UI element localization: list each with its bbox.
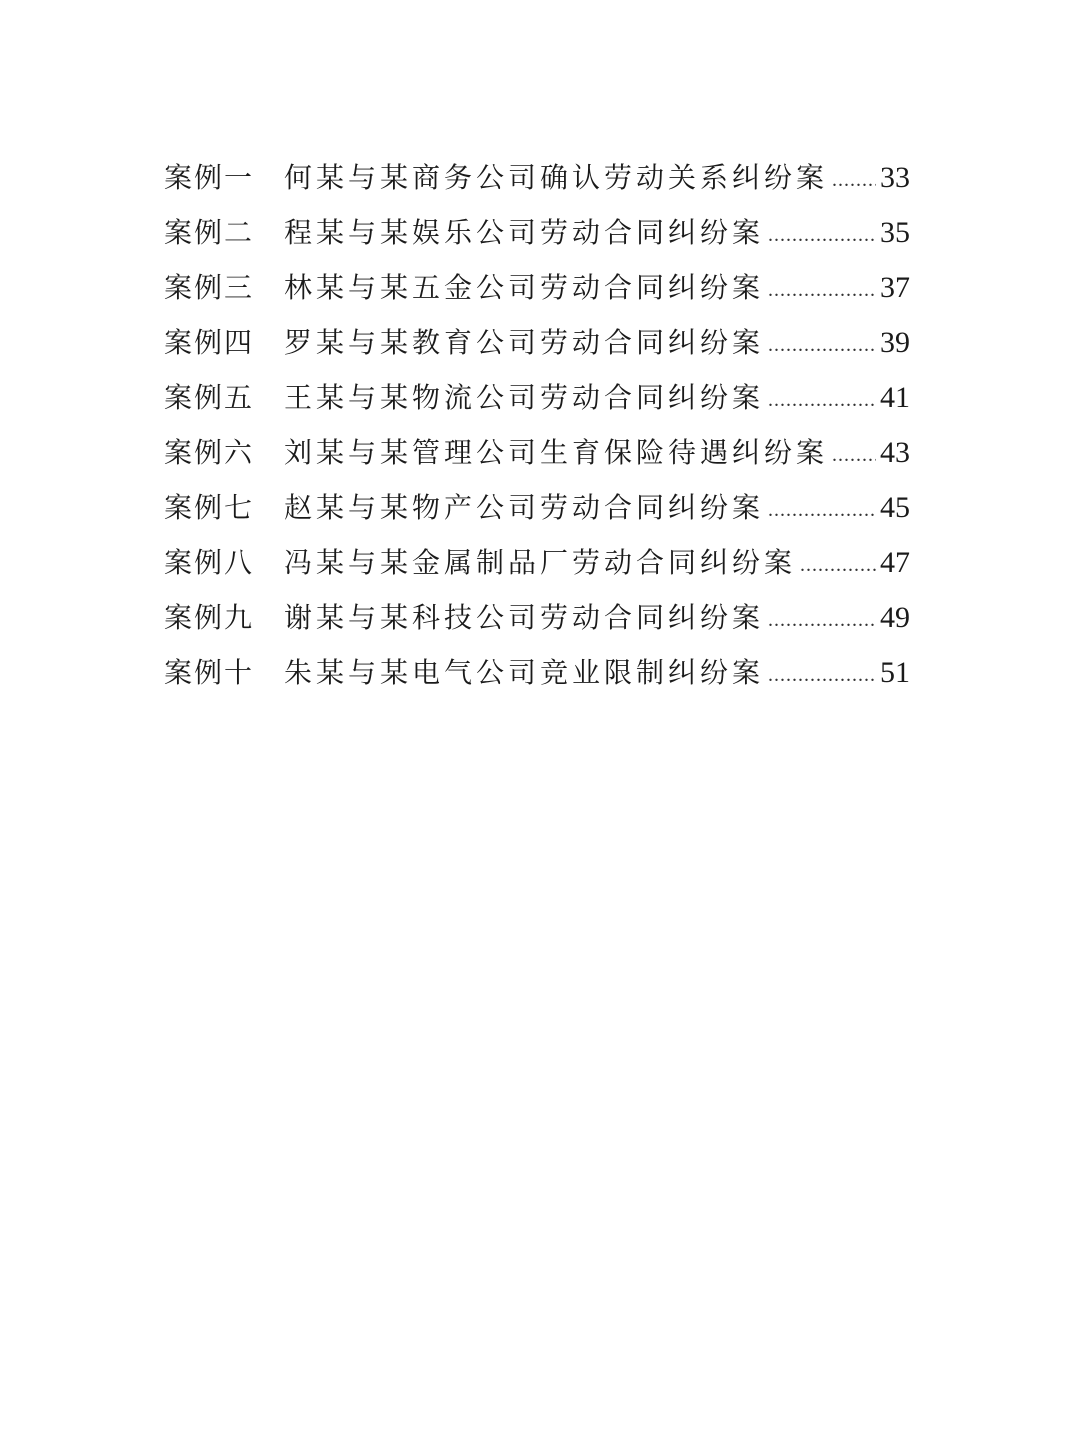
case-title: 程某与某娱乐公司劳动合同纠纷案 [284, 216, 765, 249]
dot-leader [768, 208, 876, 263]
case-number: 案例七 [164, 491, 255, 524]
toc-entry[interactable] [164, 645, 910, 700]
toc-entry[interactable] [164, 315, 910, 370]
page-number: 35 [880, 216, 910, 249]
case-title: 朱某与某电气公司竞业限制纠纷案 [284, 656, 765, 689]
page-number: 39 [880, 326, 910, 359]
case-title: 谢某与某科技公司劳动合同纠纷案 [284, 601, 765, 634]
dot-leader [768, 373, 876, 428]
page-number: 51 [880, 656, 910, 689]
dot-leader [832, 428, 876, 483]
page-number: 49 [880, 601, 910, 634]
toc-entry[interactable] [164, 480, 910, 535]
case-number: 案例九 [164, 601, 255, 634]
page-number: 33 [880, 161, 910, 194]
case-title: 何某与某商务公司确认劳动关系纠纷案 [284, 161, 829, 194]
toc-entry[interactable] [164, 150, 910, 205]
case-number: 案例八 [164, 546, 255, 579]
toc-entry[interactable] [164, 370, 910, 425]
case-title: 冯某与某金属制品厂劳动合同纠纷案 [284, 546, 797, 579]
dot-leader [768, 263, 876, 318]
toc-entry[interactable] [164, 590, 910, 645]
page-number: 37 [880, 271, 910, 304]
toc-entry[interactable] [164, 205, 910, 260]
dot-leader [768, 593, 876, 648]
case-title: 林某与某五金公司劳动合同纠纷案 [284, 271, 765, 304]
case-title: 罗某与某教育公司劳动合同纠纷案 [284, 326, 765, 359]
case-number: 案例一 [164, 161, 255, 194]
toc-entry[interactable] [164, 425, 910, 480]
page-number: 43 [880, 436, 910, 469]
case-number: 案例三 [164, 271, 255, 304]
table-of-contents [164, 150, 910, 700]
toc-entry[interactable] [164, 535, 910, 590]
dot-leader [832, 153, 876, 208]
case-title: 赵某与某物产公司劳动合同纠纷案 [284, 491, 765, 524]
case-number: 案例六 [164, 436, 255, 469]
case-number: 案例五 [164, 381, 255, 414]
page-number: 41 [880, 381, 910, 414]
case-title: 王某与某物流公司劳动合同纠纷案 [284, 381, 765, 414]
case-title: 刘某与某管理公司生育保险待遇纠纷案 [284, 436, 829, 469]
dot-leader [768, 483, 876, 538]
case-number: 案例十 [164, 656, 255, 689]
dot-leader [800, 538, 876, 593]
dot-leader [768, 318, 876, 373]
page-number: 47 [880, 546, 910, 579]
case-number: 案例二 [164, 216, 255, 249]
dot-leader [768, 648, 876, 703]
case-number: 案例四 [164, 326, 255, 359]
toc-entry[interactable] [164, 260, 910, 315]
page-number: 45 [880, 491, 910, 524]
